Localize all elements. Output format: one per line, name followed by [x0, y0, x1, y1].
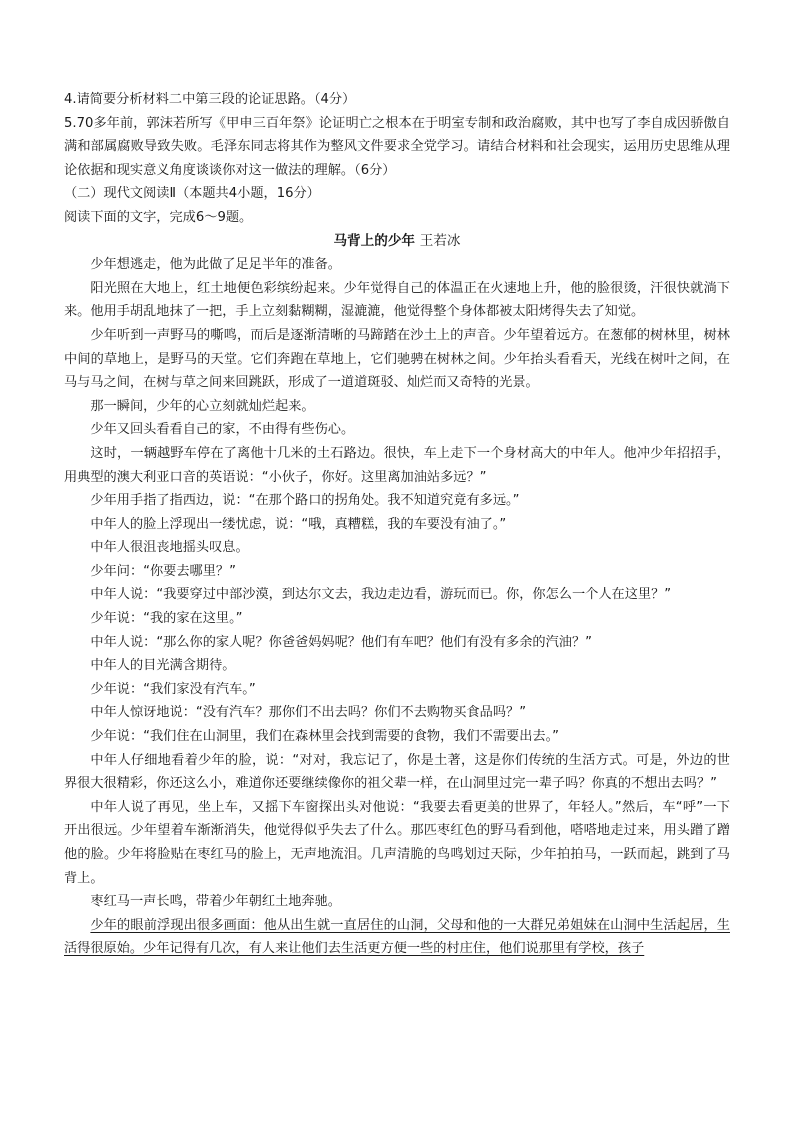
section-heading: （二）现代文阅读Ⅱ（本题共4小题，16分） [64, 186, 320, 202]
story-paragraph: 中年人很沮丧地摇头叹息。 [90, 540, 249, 556]
story-paragraph: 阳光照在大地上，红土地便色彩缤纷起来。少年觉得自己的体温正在火速地上升，他的脸很烫，汗很快就淌下来。他用手胡乱地抹了一把，手上立刻黏糊糊，湿漉漉，他觉得整个身体都被太阳烤得失去了知觉。 [64, 280, 730, 320]
story-title-line [64, 230, 730, 254]
story-author: 王若冰 [419, 232, 461, 249]
story-paragraph: 少年听到一声野马的嘶鸣，而后是逐渐清晰的马蹄踏在沙土上的声音。少年望着远方。在葱郁的树林里，树林中间的草地上，是野马的天堂。它们奔跑在草地上，它们驰骋在树林之间。少年抬头看看天，光线在树叶之间，在马与马之间，在树与草之间来回跳跃，形成了一道道斑驳、灿烂而又奇特的光景。 [64, 327, 730, 391]
story-paragraph: 少年问：“你要去哪里？” [90, 563, 236, 579]
story-paragraph: 中年人说：“那么你的家人呢？你爸爸妈妈呢？他们有车吧？他们有没有多余的汽油？” [90, 634, 592, 650]
story-paragraph: 中年人的目光满含期待。 [90, 658, 236, 674]
reading-instruction: 阅读下面的文字，完成6～9题。 [64, 209, 253, 225]
story-paragraph: 那一瞬间，少年的心立刻就灿烂起来。 [90, 398, 315, 414]
question-5: 5.70多年前，郭沫若所写《甲申三百年祭》论证明亡之根本在于明室专制和政治腐败，其中也写了李自成因骄傲自满和部属腐败导致失败。毛泽东同志将其作为整风文件要求全党学习。请结合材料和社会现实，运用历史思维从理论依据和现实意义角度谈谈你对这一做法的理解。（6分） [64, 115, 730, 178]
story-paragraph: 少年又回头看看自己的家，不由得有些伤心。 [90, 422, 355, 438]
document-body [64, 88, 730, 961]
story-paragraph: 这时，一辆越野车停在了离他十几米的土石路边。很快，车上走下一个身材高大的中年人。他冲少年招招手，用典型的澳大利亚口音的英语说：“小伙子，你好。这里离加油站多远？” [64, 445, 730, 485]
story-paragraph: 少年用手指了指西边，说：“在那个路口的拐角处。我不知道究竟有多远。” [90, 493, 520, 509]
story-paragraph: 中年人说：“我要穿过中部沙漠，到达尔文去，我边走边看，游玩而已。你，你怎么一个人在这里？” [90, 587, 672, 603]
story-title: 马背上的少年 [333, 232, 416, 249]
question-4: 4.请简要分析材料二中第三段的论证思路。（4分） [64, 92, 356, 107]
story-paragraph: 中年人惊讶地说：“没有汽车？那你们不出去吗？你们不去购物买食品吗？” [90, 705, 527, 721]
story-paragraph: 中年人仔细地看着少年的脸，说：“对对，我忘记了，你是土著，这是你们传统的生活方式。可是，外边的世界很大很精彩，你还这么小，难道你还要继续像你的祖父辈一样，在山洞里过完一辈子吗？你真的不想出去吗？” [64, 752, 730, 792]
story-paragraph: 中年人说了再见，坐上车，又摇下车窗探出头对他说：“我要去看更美的世界了，年轻人。”然后，车“呼”一下开出很远。少年望着车渐渐消失，他觉得似乎失去了什么。那匹枣红色的野马看到他，嗒嗒地走过来，用头蹭了蹭他的脸。少年将脸贴在枣红马的脸上，无声地流泪。几声清脆的鸟鸣划过天际，少年拍拍马，一跃而起，跳到了马背上。 [64, 799, 730, 886]
story-paragraph: 枣红马一声长鸣，带着少年朝红土地奔驰。 [90, 894, 341, 910]
story-paragraph: 少年说：“我们住在山洞里，我们在森林里会找到需要的食物，我们不需要出去。” [90, 729, 560, 745]
underlined-paragraph: 少年的眼前浮现出很多画面：他从出生就一直居住的山洞，父母和他的一大群兄弟姐妹在山洞中生活起居，生活得很原始。少年记得有几次，有人来让他们去生活更方便一些的村庄住，他们说那里有学校，孩子 [64, 917, 730, 957]
story-paragraph: 少年说：“我们家没有汽车。” [90, 681, 256, 697]
story-paragraph: 中年人的脸上浮现出一缕忧虑，说：“哦，真糟糕，我的车要没有油了。” [90, 516, 507, 532]
story-paragraph: 少年想逃走，他为此做了足足半年的准备。 [90, 257, 341, 273]
story-paragraph: 少年说：“我的家在这里。” [90, 611, 243, 627]
